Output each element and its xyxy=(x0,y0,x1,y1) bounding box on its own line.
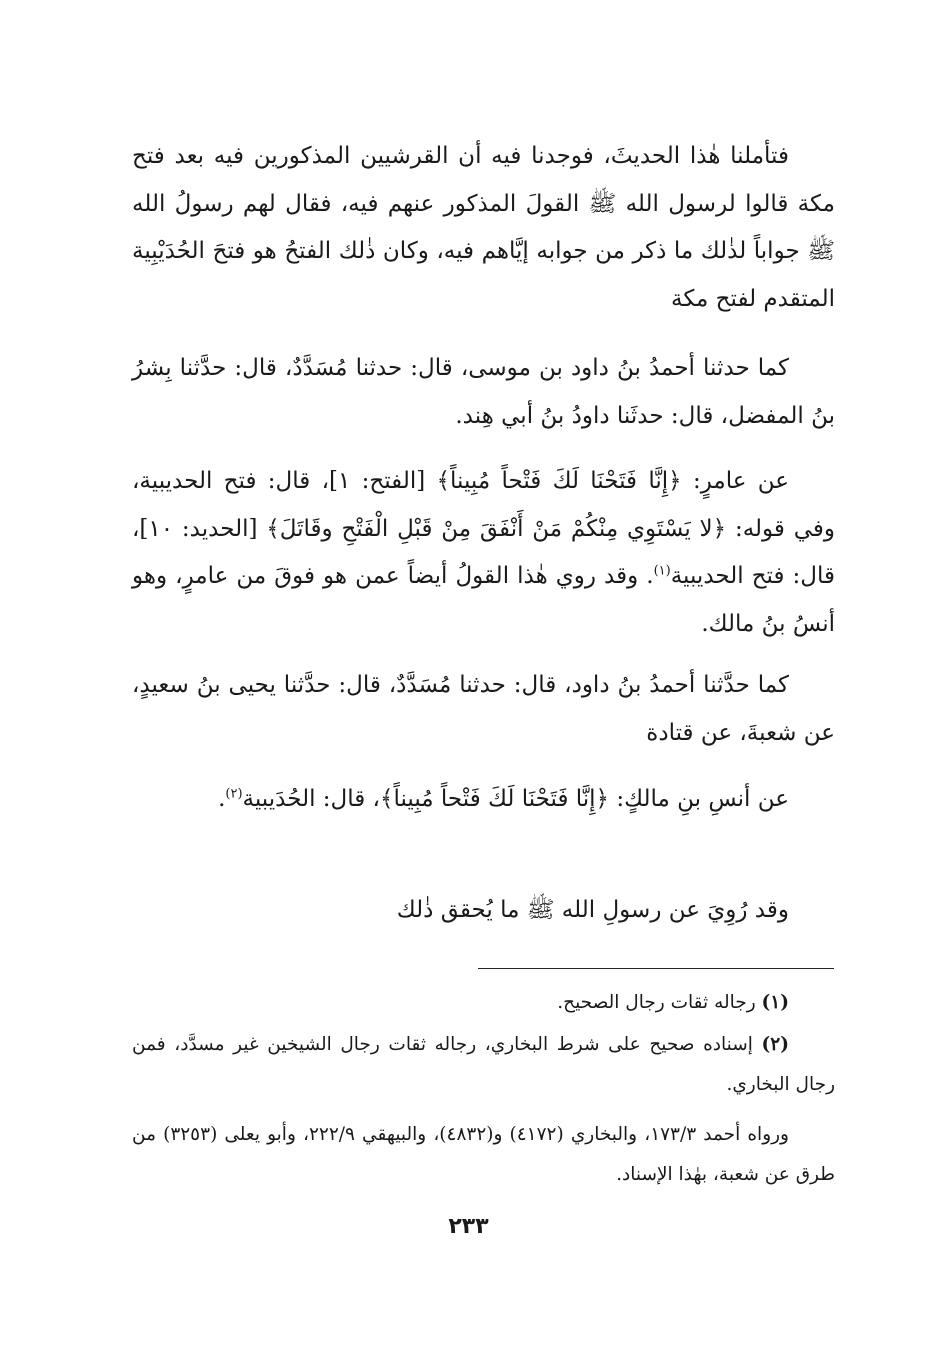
paragraph-text: وقد رُوِيَ عن رسولِ الله ﷺ ما يُحقق ذٰلك xyxy=(396,897,789,923)
paragraph-body xyxy=(132,458,835,648)
footnote-number: (١) xyxy=(761,992,789,1013)
paragraph-isnad-2 xyxy=(132,662,835,757)
footnote-number: (٢) xyxy=(761,1034,789,1055)
paragraph-text: عن أنسِ بنِ مالكٍ: ﴿إِنَّا فَتَحْنَا لَكَ فَتْحاً مُبِيناً﴾، قال: الحُدَيبية xyxy=(242,786,789,812)
paragraph-text-tail: . xyxy=(218,786,226,812)
footnote-2 xyxy=(132,1025,835,1105)
paragraph-text: عن عامرٍ: ﴿إِنَّا فَتَحْنَا لَكَ فَتْحاً مُبِيناً﴾ [الفتح: ١]، قال: فتح الحديبية، وفي قوله: ﴿لا يَسْتَوِي مِنْكُمْ مَنْ أَنْفَقَ مِنْ قَبْلِ الْفَتْحِ وقَاتَلَ﴾ [الحديد: ١٠]، قال: فتح الحديبية xyxy=(132,468,835,589)
paragraph-isnad-1 xyxy=(132,345,835,440)
paragraph-closing xyxy=(132,887,835,935)
paragraph-text-tail: . وقد روي هٰذا القولُ أيضاً عمن هو فوقَ من عامرٍ، وهو أنسُ بنُ مالك. xyxy=(132,563,835,637)
page-number: ٢٣٣ xyxy=(448,1214,489,1239)
footnote-reference: (١) xyxy=(653,563,671,579)
paragraph-commentary xyxy=(132,133,835,323)
paragraph-text: كما حدثنا أحمدُ بنُ داود بن موسى، قال: حدثنا مُسَدَّدٌ، قال: حدَّثنا بِشرُ بنُ المفضل، قال: حدثَنا داودُ بنُ أبي هِند. xyxy=(132,355,835,429)
footnote-text: إسناده صحيح على شرط البخاري، رجاله ثقات رجال الشيخين غير مسدَّد، فمن رجال البخاري. xyxy=(132,1034,835,1095)
footnote-reference: (٢) xyxy=(225,786,243,802)
paragraph-text: فتأملنا هٰذا الحديثَ، فوجدنا فيه أن القرشيين المذكورين فيه بعد فتح مكة قالوا لرسول الله ﷺ القولَ المذكور عنهم فيه، فقال لهم رسولُ الله ﷺ جواباً لذٰلك ما ذكر من جوابه إيَّاهم فيه، وكان ذٰلك الفتحُ هو فتحَ الحُدَيْبِية المتقدم لفتح مكة xyxy=(132,143,835,312)
footnote-1 xyxy=(132,983,835,1023)
footnote-text: ورواه أحمد ١٧٣/٣، والبخاري (٤١٧٢) و(٤٨٣٢)، والبيهقي ٢٢٢/٩، وأبو يعلى (٣٢٥٣) من طرق عن شعبة، بهٰذا الإسناد. xyxy=(132,1124,835,1185)
paragraph-narration-amir xyxy=(132,458,835,648)
footnote-text: رجاله ثقات رجال الصحيح. xyxy=(557,992,756,1013)
paragraph-narration-anas xyxy=(132,776,835,824)
paragraph-text: كما حدَّثنا أحمدُ بنُ داود، قال: حدثنا مُسَدَّدٌ، قال: حدَّثنا يحيى بنُ سعيدٍ، عن شعبةَ، عن قتادة xyxy=(132,672,835,746)
footnote-divider xyxy=(478,968,834,969)
paragraph-body xyxy=(132,776,835,824)
footnote-2-continued xyxy=(132,1115,835,1195)
